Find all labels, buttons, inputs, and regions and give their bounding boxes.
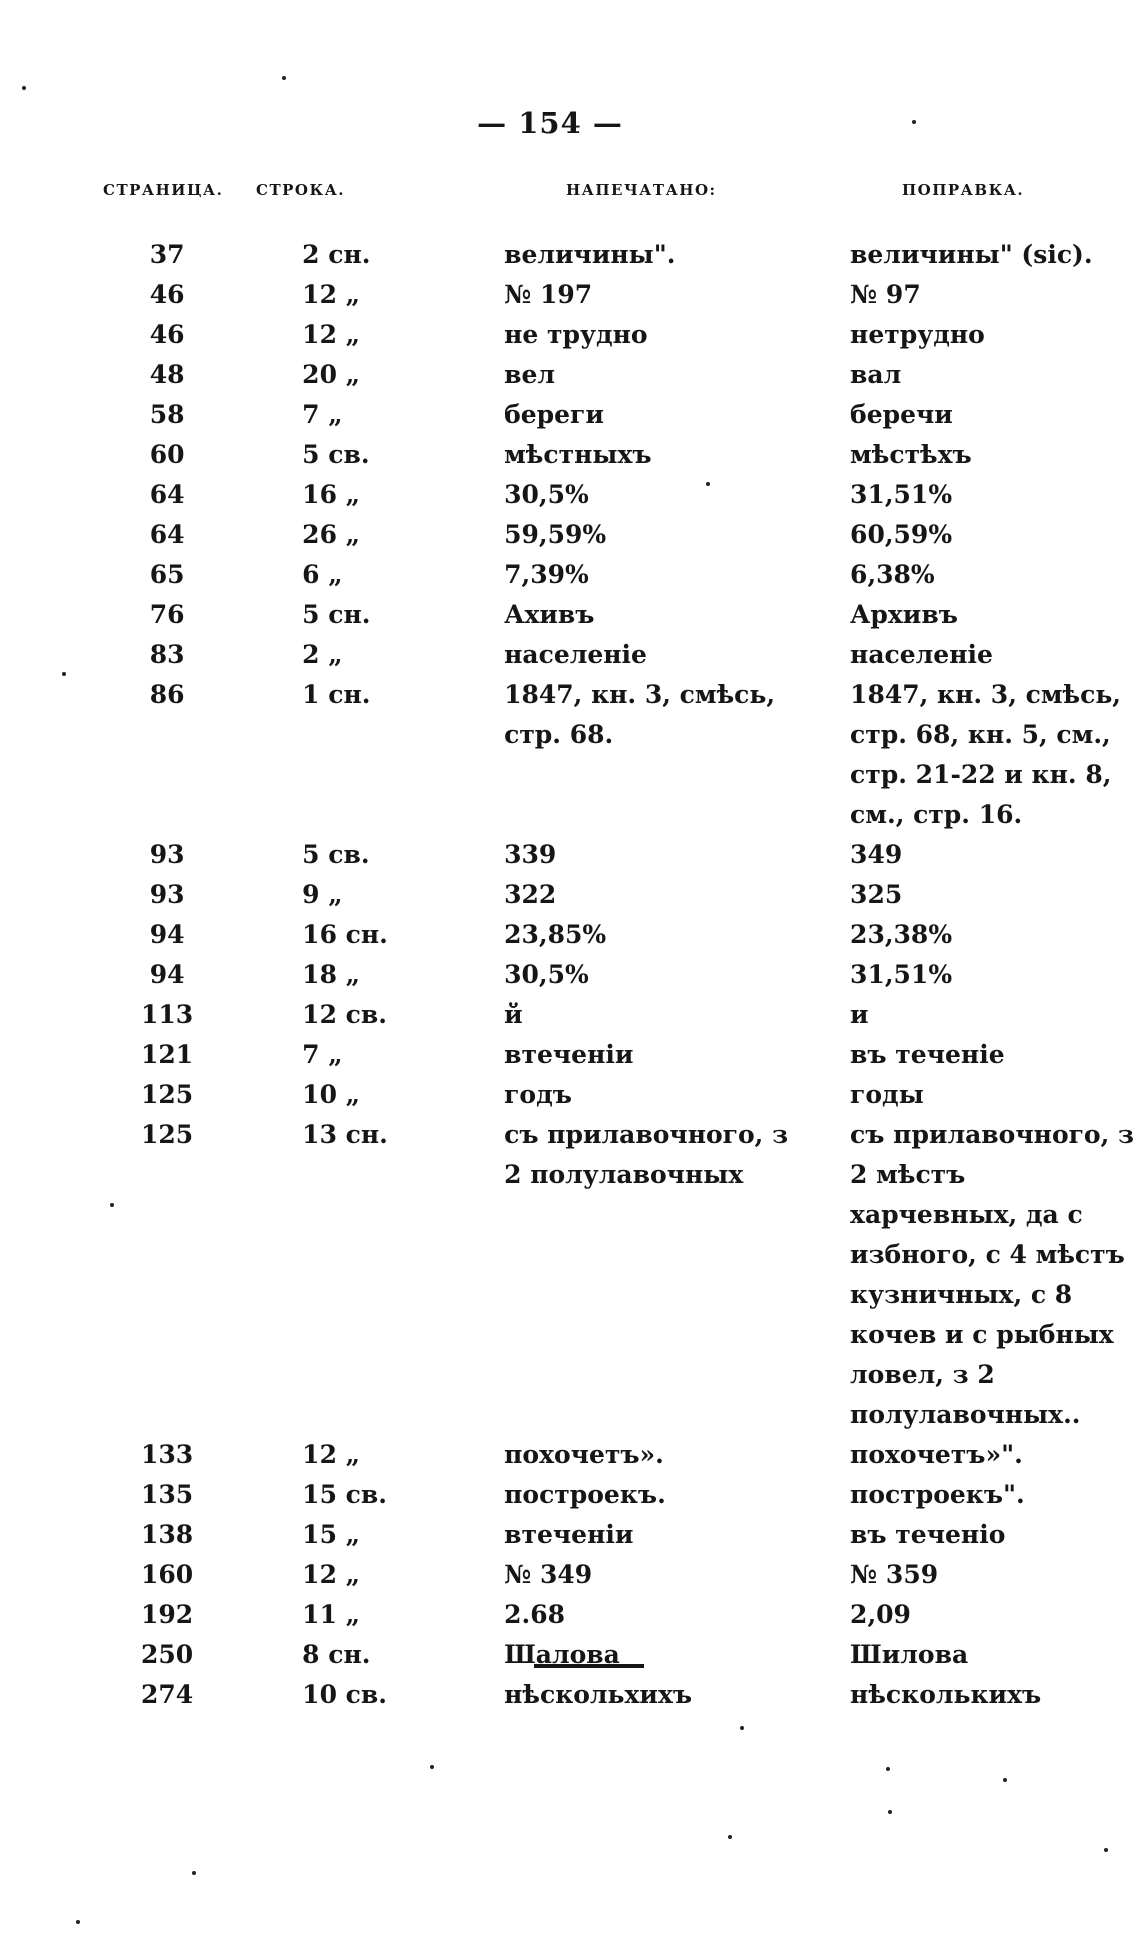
printed-cell: годъ — [504, 1080, 572, 1109]
line-cell: 12 „ — [302, 280, 361, 309]
errata-row — [0, 475, 1140, 515]
errata-row — [0, 1635, 1140, 1675]
printed-cell: 322 — [504, 880, 557, 909]
correction-cell: мѣстѣхъ — [850, 440, 972, 469]
correction-cell: нетрудно — [850, 320, 985, 349]
page-cell: 64 — [149, 520, 185, 549]
scan-speck — [430, 1765, 434, 1769]
scan-speck — [110, 1203, 114, 1207]
line-cell: 5 св. — [302, 440, 370, 469]
printed-cell: съ прилавочного, з 2 полулавочных — [504, 1120, 789, 1189]
correction-cell: 23,38% — [850, 920, 953, 949]
printed-cell: Ахивъ — [504, 600, 595, 629]
header-correction: ПОПРАВКА. — [902, 181, 1025, 199]
correction-cell: 349 — [850, 840, 903, 869]
line-cell: 15 св. — [302, 1480, 387, 1509]
errata-row — [0, 1515, 1140, 1555]
scan-speck — [62, 672, 66, 676]
printed-cell: нѣскольхихъ — [504, 1680, 693, 1709]
errata-row — [0, 1475, 1140, 1515]
scan-speck — [192, 1871, 196, 1875]
correction-cell: 31,51% — [850, 480, 953, 509]
correction-cell: величины" (sic). — [850, 240, 1093, 269]
printed-cell: втеченіи — [504, 1520, 634, 1549]
line-cell: 5 св. — [302, 840, 370, 869]
printed-cell: 2.68 — [504, 1600, 565, 1629]
scan-speck — [22, 86, 26, 90]
page-cell: 274 — [140, 1680, 194, 1709]
printed-cell: й — [504, 1000, 523, 1029]
correction-cell: похочетъ»". — [850, 1440, 1023, 1469]
correction-cell: съ прилавочного, з 2 мѣстъ харчевных, да с избного, с 4 мѣстъ кузничных, с 8 кочев и с рыбных ловел, з 2 полулавочных.. — [850, 1120, 1134, 1429]
errata-row — [0, 1555, 1140, 1595]
scan-speck — [740, 1726, 744, 1730]
line-cell: 10 „ — [302, 1080, 361, 1109]
printed-cell: Шалова — [504, 1640, 620, 1669]
page-cell: 94 — [149, 960, 185, 989]
line-cell: 2 сн. — [302, 240, 371, 269]
line-cell: 26 „ — [302, 520, 361, 549]
correction-cell: Шилова — [850, 1640, 969, 1669]
errata-table — [0, 235, 1140, 1715]
line-cell: 20 „ — [302, 360, 361, 389]
correction-cell: 60,59% — [850, 520, 953, 549]
line-cell: 11 „ — [302, 1600, 361, 1629]
scan-speck — [912, 120, 916, 124]
printed-cell: населеніе — [504, 640, 647, 669]
line-cell: 12 „ — [302, 320, 361, 349]
header-page: СТРАНИЦА. — [103, 181, 224, 199]
page-cell: 125 — [140, 1120, 194, 1149]
printed-cell: береги — [504, 400, 604, 429]
page-cell: 48 — [149, 360, 185, 389]
errata-row — [0, 555, 1140, 595]
errata-row — [0, 1035, 1140, 1075]
line-cell: 8 сн. — [302, 1640, 371, 1669]
correction-cell: въ теченіе — [850, 1040, 1005, 1069]
printed-cell: 59,59% — [504, 520, 607, 549]
printed-cell: № 197 — [504, 280, 593, 309]
page-cell: 135 — [140, 1480, 194, 1509]
correction-cell: въ теченіо — [850, 1520, 1006, 1549]
line-cell: 1 сн. — [302, 680, 371, 709]
errata-row — [0, 315, 1140, 355]
page-cell: 86 — [149, 680, 185, 709]
errata-row — [0, 1115, 1140, 1435]
page-cell: 192 — [140, 1600, 194, 1629]
page-cell: 60 — [149, 440, 185, 469]
line-cell: 12 „ — [302, 1560, 361, 1589]
page-cell: 133 — [140, 1440, 194, 1469]
page-cell: 76 — [149, 600, 185, 629]
correction-cell: годы — [850, 1080, 924, 1109]
scan-speck — [1104, 1848, 1108, 1852]
errata-row — [0, 355, 1140, 395]
errata-row — [0, 675, 1140, 835]
correction-cell: Архивъ — [850, 600, 958, 629]
page-cell: 250 — [140, 1640, 194, 1669]
printed-cell: 1847, кн. 3, смѣсь, стр. 68. — [504, 680, 776, 749]
line-cell: 2 „ — [302, 640, 343, 669]
page-cell: 121 — [140, 1040, 194, 1069]
printed-cell: 30,5% — [504, 480, 589, 509]
correction-cell: 2,09 — [850, 1600, 911, 1629]
correction-cell: 1847, кн. 3, смѣсь, стр. 68, кн. 5, см., стр. 21-22 и кн. 8, см., стр. 16. — [850, 680, 1122, 829]
printed-cell: 23,85% — [504, 920, 607, 949]
correction-cell: № 359 — [850, 1560, 939, 1589]
errata-row — [0, 595, 1140, 635]
correction-cell: нѣсколькихъ — [850, 1680, 1042, 1709]
scan-speck — [1003, 1778, 1007, 1782]
errata-row — [0, 635, 1140, 675]
errata-row — [0, 915, 1140, 955]
errata-row — [0, 995, 1140, 1035]
scan-speck — [886, 1767, 890, 1771]
errata-row — [0, 955, 1140, 995]
errata-row — [0, 435, 1140, 475]
page-cell: 83 — [149, 640, 185, 669]
line-cell: 6 „ — [302, 560, 343, 589]
correction-cell: построекъ". — [850, 1480, 1025, 1509]
printed-cell: № 349 — [504, 1560, 593, 1589]
correction-cell: № 97 — [850, 280, 921, 309]
page-cell: 113 — [140, 1000, 194, 1029]
correction-cell: 31,51% — [850, 960, 953, 989]
errata-row — [0, 835, 1140, 875]
scan-speck — [282, 76, 286, 80]
line-cell: 12 св. — [302, 1000, 387, 1029]
line-cell: 5 сн. — [302, 600, 371, 629]
line-cell: 13 сн. — [302, 1120, 388, 1149]
page-cell: 46 — [149, 320, 185, 349]
correction-cell: вал — [850, 360, 902, 389]
printed-cell: 30,5% — [504, 960, 589, 989]
page-cell: 94 — [149, 920, 185, 949]
errata-row — [0, 1595, 1140, 1635]
errata-row — [0, 1075, 1140, 1115]
line-cell: 16 „ — [302, 480, 361, 509]
page-cell: 46 — [149, 280, 185, 309]
printed-cell: построекъ. — [504, 1480, 666, 1509]
scan-speck — [76, 1920, 80, 1924]
scan-speck — [706, 482, 710, 486]
errata-row — [0, 1675, 1140, 1715]
page-cell: 93 — [149, 880, 185, 909]
page-cell: 160 — [140, 1560, 194, 1589]
page-number: — 154 — — [477, 106, 623, 140]
printed-cell: мѣстныхъ — [504, 440, 652, 469]
line-cell: 7 „ — [302, 400, 343, 429]
printed-cell: вел — [504, 360, 555, 389]
errata-row — [0, 875, 1140, 915]
correction-cell: 6,38% — [850, 560, 935, 589]
page-cell: 138 — [140, 1520, 194, 1549]
page-cell: 58 — [149, 400, 185, 429]
printed-cell: величины". — [504, 240, 676, 269]
errata-row — [0, 275, 1140, 315]
printed-cell: 7,39% — [504, 560, 589, 589]
correction-cell: 325 — [850, 880, 903, 909]
line-cell: 18 „ — [302, 960, 361, 989]
scan-speck — [888, 1810, 892, 1814]
line-cell: 15 „ — [302, 1520, 361, 1549]
line-cell: 16 сн. — [302, 920, 388, 949]
errata-row — [0, 235, 1140, 275]
scan-speck — [728, 1835, 732, 1839]
printed-cell: похочетъ». — [504, 1440, 664, 1469]
line-cell: 12 „ — [302, 1440, 361, 1469]
correction-cell: беречи — [850, 400, 953, 429]
printed-cell: не трудно — [504, 320, 648, 349]
line-cell: 9 „ — [302, 880, 343, 909]
correction-cell: населеніе — [850, 640, 993, 669]
line-cell: 10 св. — [302, 1680, 387, 1709]
closing-rule — [534, 1664, 644, 1668]
page-cell: 64 — [149, 480, 185, 509]
page-cell: 125 — [140, 1080, 194, 1109]
page-cell: 93 — [149, 840, 185, 869]
page-cell: 37 — [149, 240, 185, 269]
errata-row — [0, 1435, 1140, 1475]
page-cell: 65 — [149, 560, 185, 589]
printed-cell: 339 — [504, 840, 557, 869]
header-printed: НАПЕЧАТАНО: — [566, 181, 717, 199]
correction-cell: и — [850, 1000, 869, 1029]
errata-row — [0, 395, 1140, 435]
header-line: СТРОКА. — [256, 181, 346, 199]
line-cell: 7 „ — [302, 1040, 343, 1069]
errata-row — [0, 515, 1140, 555]
printed-cell: втеченіи — [504, 1040, 634, 1069]
